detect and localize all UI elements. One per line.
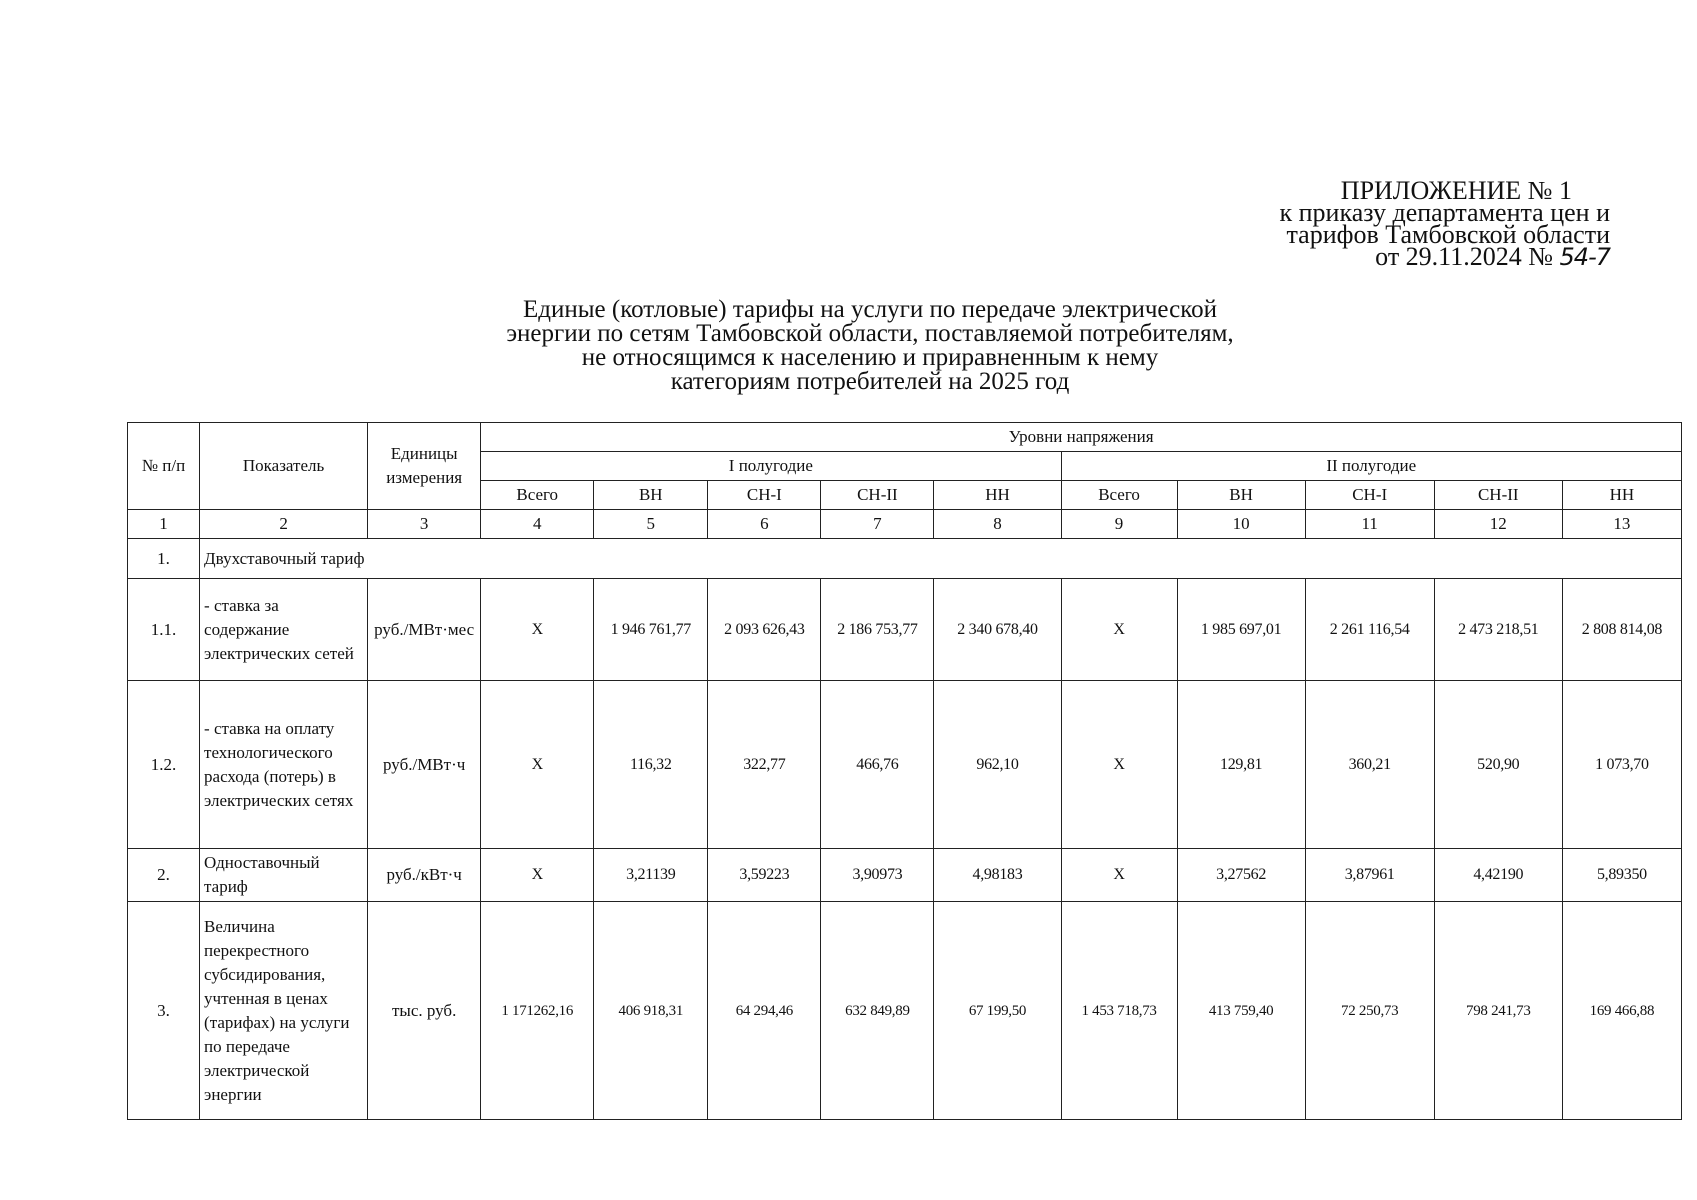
row-label: Величина перекрестного субсидирования, учтенная в ценах (тарифах) на услуги по передаче электрической энергии <box>200 902 368 1120</box>
row-number: 1.1. <box>128 579 200 681</box>
table-cell: 520,90 <box>1434 681 1562 849</box>
appendix-block <box>1180 176 1610 271</box>
table-row <box>128 681 1682 849</box>
table-cell: Х <box>1061 579 1177 681</box>
handwritten-order-number: 54-7 <box>1559 243 1610 271</box>
table-cell: Х <box>1061 681 1177 849</box>
table-cell: Х <box>481 681 594 849</box>
heading-line-4: категориям потребителей на 2025 год <box>670 368 1070 395</box>
tariff-table <box>127 422 1682 1120</box>
col-number: 1 <box>128 510 200 539</box>
table-cell: 4,42190 <box>1434 849 1562 902</box>
table-cell: 67 199,50 <box>934 902 1061 1120</box>
table-cell: 1 946 761,77 <box>594 579 708 681</box>
table-cell: 72 250,73 <box>1305 902 1434 1120</box>
table-cell: 2 473 218,51 <box>1434 579 1562 681</box>
header-half-1: I полугодие <box>481 452 1061 481</box>
table-cell: 3,90973 <box>821 849 934 902</box>
row-number: 1. <box>128 539 200 579</box>
col-number: 12 <box>1434 510 1562 539</box>
row-units: руб./МВт·мес <box>368 579 481 681</box>
col-number: 10 <box>1177 510 1305 539</box>
header-sub: СН-II <box>821 481 934 510</box>
header-sub: НН <box>1562 481 1681 510</box>
col-number: 5 <box>594 510 708 539</box>
appendix-title: ПРИЛОЖЕНИЕ № 1 <box>1340 176 1572 205</box>
header-sub: ВН <box>594 481 708 510</box>
header-indicator: Показатель <box>200 423 368 510</box>
row-units: тыс. руб. <box>368 902 481 1120</box>
col-number: 4 <box>481 510 594 539</box>
table-cell: 5,89350 <box>1562 849 1681 902</box>
header-sub: СН-I <box>708 481 821 510</box>
col-number: 7 <box>821 510 934 539</box>
heading-line-3: не относящимся к населению и приравненным к нему <box>581 344 1159 371</box>
table-cell: 466,76 <box>821 681 934 849</box>
row-label: - ставка за содержание электрических сетей <box>200 579 368 681</box>
section-label: Двухставочный тариф <box>200 539 1682 579</box>
table-cell: 3,59223 <box>708 849 821 902</box>
table-cell: 2 093 626,43 <box>708 579 821 681</box>
table-cell: 2 808 814,08 <box>1562 579 1681 681</box>
table-cell: 3,87961 <box>1305 849 1434 902</box>
col-number: 3 <box>368 510 481 539</box>
document-heading <box>420 298 1320 394</box>
header-num: № п/п <box>128 423 200 510</box>
table-cell: 322,77 <box>708 681 821 849</box>
table-cell: 64 294,46 <box>708 902 821 1120</box>
header-sub: НН <box>934 481 1061 510</box>
row-label: Одноставочный тариф <box>200 849 368 902</box>
table-row <box>128 902 1682 1120</box>
appendix-line-2: тарифов Тамбовской области <box>1286 220 1610 249</box>
row-units: руб./МВт·ч <box>368 681 481 849</box>
col-number: 9 <box>1061 510 1177 539</box>
appendix-line-3 <box>1180 242 1610 271</box>
heading-line-2: энергии по сетям Тамбовской области, поставляемой потребителям, <box>506 320 1234 347</box>
table-cell: 2 186 753,77 <box>821 579 934 681</box>
table-cell: 632 849,89 <box>821 902 934 1120</box>
header-sub: Всего <box>1061 481 1177 510</box>
table-cell: 129,81 <box>1177 681 1305 849</box>
table-cell: 2 340 678,40 <box>934 579 1061 681</box>
table-cell: 1 985 697,01 <box>1177 579 1305 681</box>
table-cell: 962,10 <box>934 681 1061 849</box>
table-cell: 798 241,73 <box>1434 902 1562 1120</box>
table-row <box>128 849 1682 902</box>
heading-line-1: Единые (котловые) тарифы на услуги по передаче электрической <box>523 296 1217 323</box>
table-cell: 4,98183 <box>934 849 1061 902</box>
col-number: 13 <box>1562 510 1681 539</box>
table-cell: Х <box>481 849 594 902</box>
col-number: 6 <box>708 510 821 539</box>
col-number: 8 <box>934 510 1061 539</box>
header-row-1 <box>128 423 1682 452</box>
table-cell: 3,27562 <box>1177 849 1305 902</box>
table-cell: 2 261 116,54 <box>1305 579 1434 681</box>
column-number-row <box>128 510 1682 539</box>
section-row <box>128 539 1682 579</box>
table-cell: Х <box>481 579 594 681</box>
appendix-date: от 29.11.2024 № <box>1375 242 1554 271</box>
row-label: - ставка на оплату технологического расхода (потерь) в электрических сетях <box>200 681 368 849</box>
table-cell: 169 466,88 <box>1562 902 1681 1120</box>
header-sub: ВН <box>1177 481 1305 510</box>
table-cell: 1 073,70 <box>1562 681 1681 849</box>
row-units: руб./кВт·ч <box>368 849 481 902</box>
col-number: 2 <box>200 510 368 539</box>
row-number: 2. <box>128 849 200 902</box>
col-number: 11 <box>1305 510 1434 539</box>
table-cell: 360,21 <box>1305 681 1434 849</box>
row-number: 1.2. <box>128 681 200 849</box>
table-cell: 1 453 718,73 <box>1061 902 1177 1120</box>
table-cell: 3,21139 <box>594 849 708 902</box>
header-voltage-levels: Уровни напряжения <box>481 423 1682 452</box>
header-sub: Всего <box>481 481 594 510</box>
header-sub: СН-II <box>1434 481 1562 510</box>
table-cell: 116,32 <box>594 681 708 849</box>
table-cell: 1 171262,16 <box>481 902 594 1120</box>
table-cell: 413 759,40 <box>1177 902 1305 1120</box>
header-sub: СН-I <box>1305 481 1434 510</box>
header-units: Единицы измерения <box>368 423 481 510</box>
header-half-2: II полугодие <box>1061 452 1681 481</box>
row-number: 3. <box>128 902 200 1120</box>
table-row <box>128 579 1682 681</box>
appendix-line-1: к приказу департамента цен и <box>1279 198 1610 227</box>
table-cell: 406 918,31 <box>594 902 708 1120</box>
table-cell: Х <box>1061 849 1177 902</box>
